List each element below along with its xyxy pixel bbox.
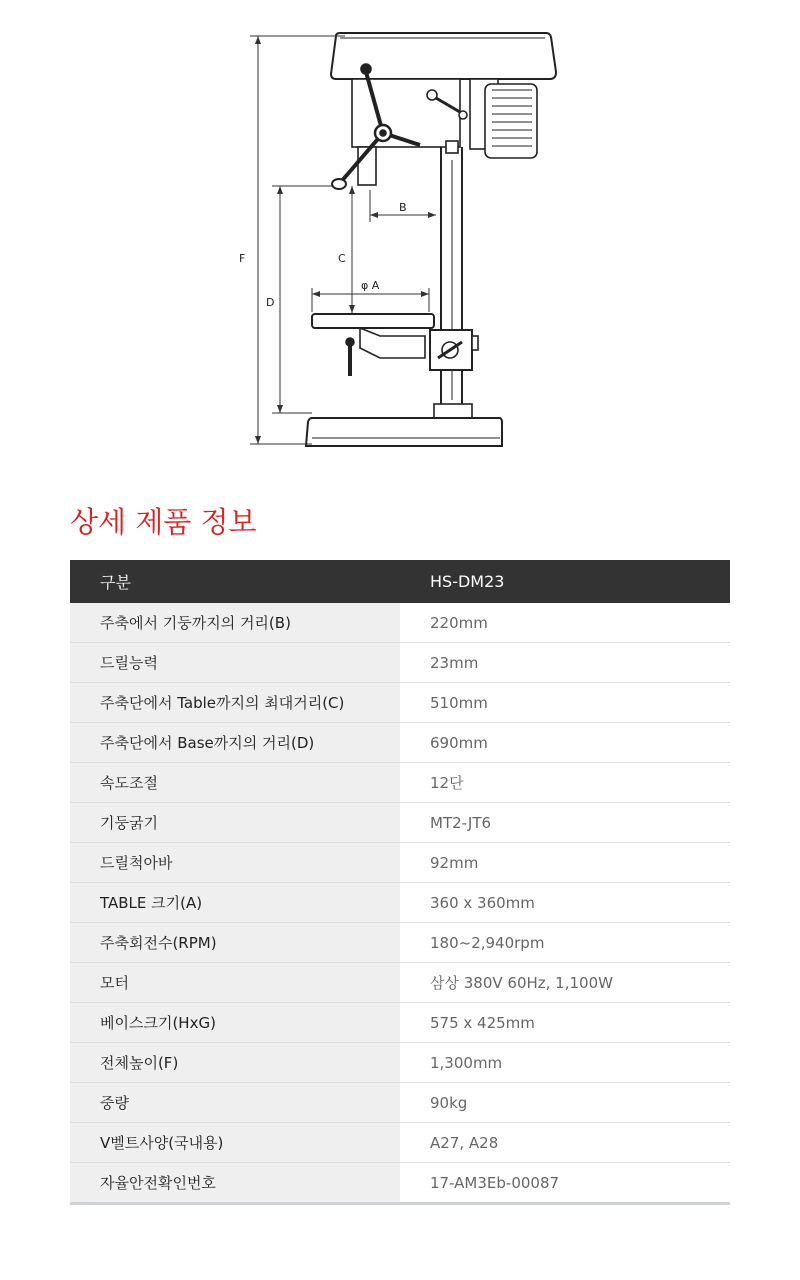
- spec-value: 690mm: [400, 723, 730, 763]
- dimension-label-d: D: [266, 296, 275, 309]
- spec-value: 90kg: [400, 1083, 730, 1123]
- table-row: [70, 723, 730, 763]
- spec-value: 12단: [400, 763, 730, 803]
- spec-label: 전체높이(F): [70, 1043, 400, 1083]
- spec-label: V벨트사양(국내용): [70, 1123, 400, 1163]
- spec-value: 510mm: [400, 683, 730, 723]
- dimension-label-f: F: [239, 252, 246, 265]
- table-row: [70, 763, 730, 803]
- header-model: HS-DM23: [400, 560, 730, 603]
- spec-table-body: [70, 603, 730, 1204]
- spec-value: 575 x 425mm: [400, 1003, 730, 1043]
- spec-value: 360 x 360mm: [400, 883, 730, 923]
- spec-label: 모터: [70, 963, 400, 1003]
- spec-label: 베이스크기(HxG): [70, 1003, 400, 1043]
- table-row: [70, 963, 730, 1003]
- table-row: [70, 883, 730, 923]
- spec-label: 기둥굵기: [70, 803, 400, 843]
- dimension-label-b: B: [399, 201, 407, 214]
- dimension-label-a: φ A: [361, 279, 380, 292]
- spec-value: MT2-JT6: [400, 803, 730, 843]
- header-label: 구분: [70, 560, 400, 603]
- spec-label: 자율안전확인번호: [70, 1163, 400, 1204]
- table-row: [70, 843, 730, 883]
- table-row: [70, 803, 730, 843]
- spec-table: [70, 560, 730, 1205]
- table-row: [70, 1083, 730, 1123]
- table-row: [70, 1003, 730, 1043]
- spec-label: 속도조절: [70, 763, 400, 803]
- table-row: [70, 603, 730, 643]
- table-header-row: [70, 560, 730, 603]
- spec-label: 드릴척아바: [70, 843, 400, 883]
- spec-value: 180~2,940rpm: [400, 923, 730, 963]
- spec-value: 17-AM3Eb-00087: [400, 1163, 730, 1204]
- table-row: [70, 643, 730, 683]
- table-row: [70, 923, 730, 963]
- spec-value: 92mm: [400, 843, 730, 883]
- spec-label: 중량: [70, 1083, 400, 1123]
- dimension-label-c: C: [338, 252, 346, 265]
- spec-label: 드릴능력: [70, 643, 400, 683]
- section-title: 상세 제품 정보: [70, 505, 257, 539]
- spec-value: 23mm: [400, 643, 730, 683]
- table-row: [70, 1043, 730, 1083]
- drill-press-diagram: [0, 0, 800, 480]
- table-row: [70, 683, 730, 723]
- spec-label: 주축단에서 Base까지의 거리(D): [70, 723, 400, 763]
- spec-value: 220mm: [400, 603, 730, 643]
- spec-label: 주축단에서 Table까지의 최대거리(C): [70, 683, 400, 723]
- spec-label: 주축회전수(RPM): [70, 923, 400, 963]
- spec-value: A27, A28: [400, 1123, 730, 1163]
- table-row: [70, 1163, 730, 1204]
- table-row: [70, 1123, 730, 1163]
- spec-label: 주축에서 기둥까지의 거리(B): [70, 603, 400, 643]
- spec-label: TABLE 크기(A): [70, 883, 400, 923]
- spec-value: 1,300mm: [400, 1043, 730, 1083]
- spec-value: 삼상 380V 60Hz, 1,100W: [400, 963, 730, 1003]
